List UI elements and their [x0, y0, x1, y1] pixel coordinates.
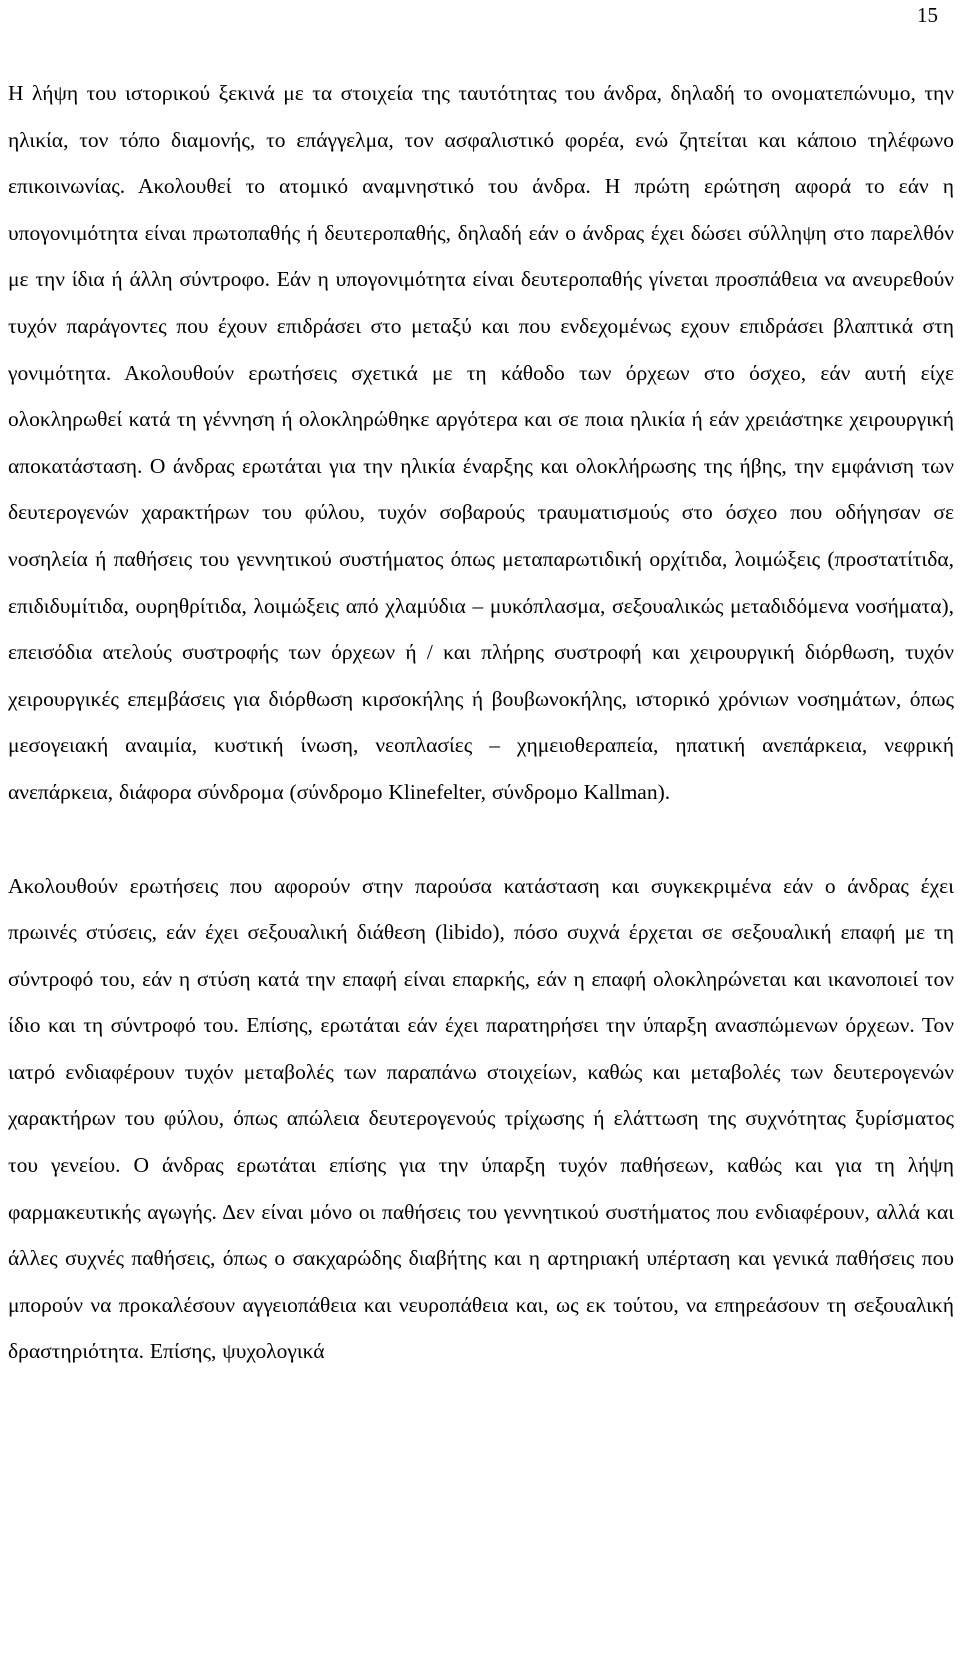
paragraph-current-condition: Ακολουθούν ερωτήσεις που αφορούν στην παρούσα κατάσταση και συγκεκριμένα εάν ο άνδρας έχει πρωινές στύσεις, εάν έχει σεξουαλική διάθεση (libido), πόσο συχνά έρχεται σε σεξουαλική επαφή με τη σύντροφό του, εάν η στύση κατά την επαφή είναι επαρκής, εάν η επαφή ολοκληρώνεται και ικανοποιεί τον ίδιο και τη σύντροφό του. Επίσης, ερωτάται εάν έχει παρατηρήσει την ύπαρξη ανασπώμενων όρχεων. Τον ιατρό ενδιαφέρουν τυχόν μεταβολές των παραπάνω στοιχείων, καθώς και μεταβολές των δευτερογενών χαρακτήρων του φύλου, όπως απώλεια δευτερογενούς τρίχωσης ή ελάττωση της συχνότητας ξυρίσματος του γενείου. Ο άνδρας ερωτάται επίσης για την ύπαρξη τυχόν παθήσεων, καθώς και για τη λήψη φαρμακευτικής αγωγής. Δεν είναι μόνο οι παθήσεις του γεννητικού συστήματος που ενδιαφέρουν, αλλά και άλλες συχνές παθήσεις, όπως ο σακχαρώδης διαβήτης και η αρτηριακή υπέρταση και γενικά παθήσεις που μπορούν να προκαλέσουν αγγειοπάθεια και νευροπάθεια και, ως εκ τούτου, να επηρεάσουν τη σεξουαλική δραστηριότητα. Επίσης, ψυχολογικά [8, 873, 954, 1364]
page-number: 15 [917, 3, 938, 27]
body-text [8, 70, 954, 1375]
paragraph-medical-history: Η λήψη του ιστορικού ξεκινά με τα στοιχεία της ταυτότητας του άνδρα, δηλαδή το ονοματεπώνυμο, την ηλικία, τον τόπο διαμονής, το επάγγελμα, τον ασφαλιστικό φορέα, ενώ ζητείται και κάποιο τηλέφωνο επικοινωνίας. Ακολουθεί το ατομικό αναμνηστικό του άνδρα. Η πρώτη ερώτηση αφορά το εάν η υπογονιμότητα είναι πρωτοπαθής ή δευτεροπαθής, δηλαδή εάν ο άνδρας έχει δώσει σύλληψη στο παρελθόν με την ίδια ή άλλη σύντροφο. Εάν η υπογονιμότητα είναι δευτεροπαθής γίνεται προσπάθεια να ανευρεθούν τυχόν παράγοντες που έχουν επιδράσει στο μεταξύ και που ενδεχομένως εχουν επιδράσει βλαπτικά στη γονιμότητα. Ακολουθούν ερωτήσεις σχετικά με τη κάθοδο των όρχεων στο όσχεο, εάν αυτή είχε ολοκληρωθεί κατά τη γέννηση ή ολοκληρώθηκε αργότερα και σε ποια ηλικία ή εάν χρειάστηκε χειρουργική αποκατάσταση. Ο άνδρας ερωτάται για την ηλικία έναρξης και ολοκλήρωσης της ήβης, την εμφάνιση των δευτερογενών χαρακτήρων του φύλου, τυχόν σοβαρούς τραυματισμούς στο όσχεο που οδήγησαν σε νοσηλεία ή παθήσεις του γεννητικού συστήματος όπως μεταπαρωτιδική ορχίτιδα, λοιμώξεις (προστατίτιδα, επιδιδυμίτιδα, ουρηθρίτιδα, λοιμώξεις από χλαμύδια – μυκόπλασμα, σεξουαλικώς μεταδιδόμενα νοσήματα), επεισόδια ατελούς συστροφής των όρχεων ή / και πλήρης συστροφή και χειρουργική διόρθωση, τυχόν χειρουργικές επεμβάσεις για διόρθωση κιρσοκήλης ή βουβωνοκήλης, ιστορικό χρόνιων νοσημάτων, όπως μεσογειακή αναιμία, κυστική ίνωση, νεοπλασίες – χημειοθεραπεία, ηπατική ανεπάρκεια, νεφρική ανεπάρκεια, διάφορα σύνδρομα (σύνδρομο Klinefelter, σύνδρομο Kallman). [8, 81, 954, 804]
